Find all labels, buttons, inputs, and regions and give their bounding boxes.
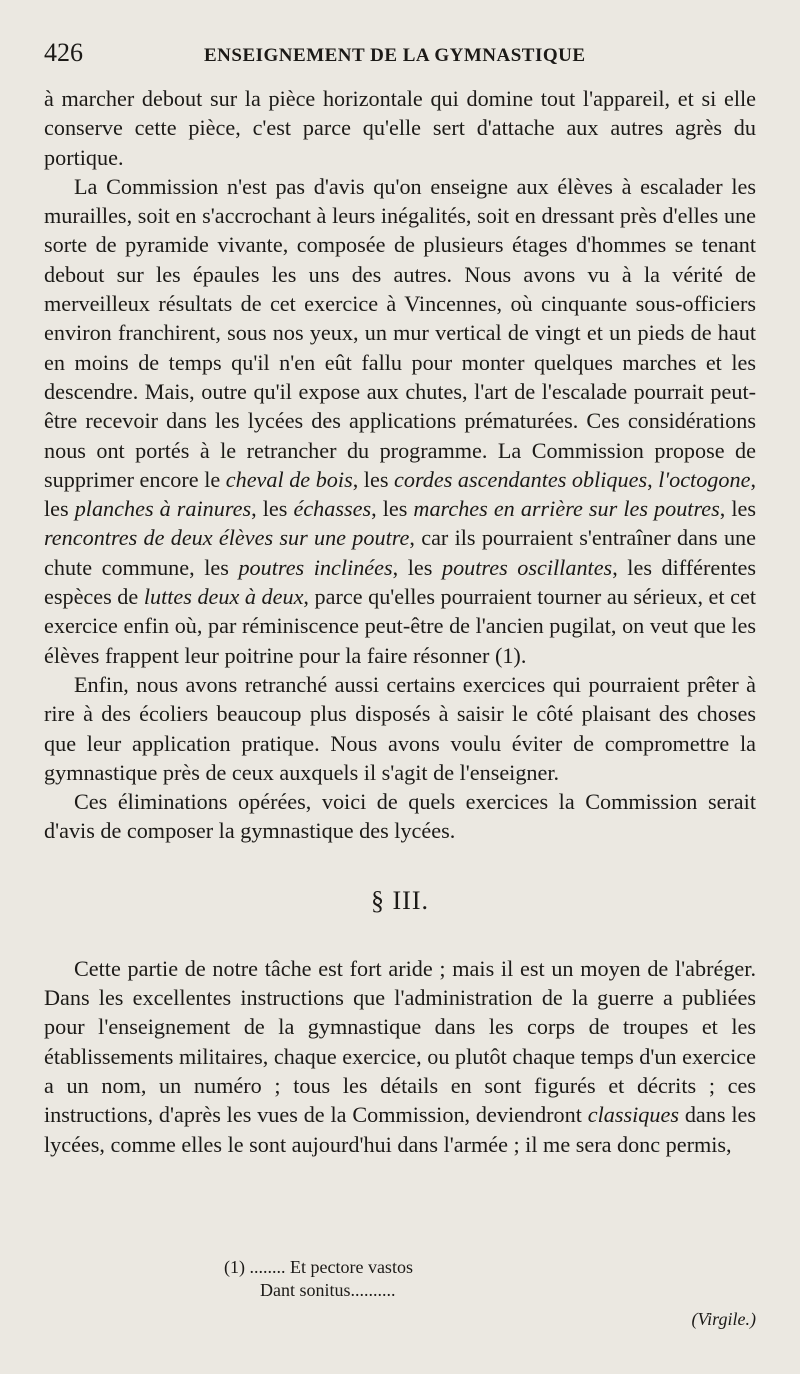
paragraph-2 — [44, 172, 756, 670]
paragraph-2-text: , les — [719, 496, 757, 522]
paragraph-3: Enfin, nous avons retranché aussi certains exercices qui pourraient prêter à rire à des écoliers beaucoup plus disposés à saisir le côté plaisant des choses que leur application pratique. Nous avons voulu éviter de compromettre la gymnastique près de ceux auxquels il s'agit de l'enseigner. — [44, 671, 756, 785]
paragraph-2-text: , car ils pourraient s'entraîner dans une chute commune, les — [44, 525, 756, 580]
footnote-attribution — [44, 1308, 756, 1331]
paragraph-2-text: , — [647, 466, 659, 492]
paragraph-5-text: Cette partie de notre tâche est fort aride ; mais il est un moyen de l'abréger. Dans les excellentes instructions que l'administration de la guerre a publiées pour l'enseignement de la gymnastique dans les corps de troupes et les établissements militaires, chaque exercice, ou plutôt chaque temps d'un exercice a un nom, un numéro ; tous les détails en sont figurés et décrits ; ces instructions, d'après les vues de la Commission, deviendront — [44, 955, 756, 1128]
paragraph-2-text: , les — [371, 496, 414, 522]
italic-term: marches en arrière sur les poutres — [413, 496, 720, 522]
body-text — [44, 84, 756, 1159]
footnote-attribution-text: (Virgile.) — [691, 1309, 756, 1329]
footnote-line-2: Dant sonitus.......... — [260, 1280, 396, 1300]
paragraph-2-text: , les — [392, 554, 442, 580]
footnote — [44, 1256, 756, 1331]
paragraph-2-text: , les — [44, 466, 756, 522]
paragraph-2-text: , parce qu'elles pourraient tourner au sérieux, et cet exercice enfin où, par réminiscence peut-être de l'ancien pugilat, on veut que les élèves frappent leur poitrine pour la faire résonner (1). — [44, 584, 756, 668]
italic-term: l'octogone — [658, 466, 751, 492]
italic-term: luttes deux à deux — [143, 584, 304, 610]
italic-term: planches à rainures — [74, 496, 252, 522]
italic-term: cordes ascendantes obliques — [394, 466, 648, 492]
footnote-line-1: (1) ........ Et pectore vastos — [224, 1257, 413, 1277]
italic-term: échasses — [293, 496, 372, 522]
italic-term: cheval de bois — [225, 466, 353, 492]
italic-term: rencontres de deux élèves sur une poutre — [44, 525, 410, 551]
paragraph-5-text: dans les lycées, comme elles le sont aujourd'hui dans l'armée ; il me sera donc permis, — [44, 1102, 756, 1157]
running-title: ENSEIGNEMENT DE LA GYMNASTIQUE — [204, 45, 586, 66]
italic-term: classiques — [587, 1102, 679, 1128]
page-number: 426 — [44, 38, 83, 67]
page-header — [44, 38, 756, 78]
paragraph-2-text: , les — [251, 496, 294, 522]
paragraph-4: Ces éliminations opérées, voici de quels exercices la Commission serait d'avis de composer la gymnastique des lycées. — [44, 789, 756, 844]
paragraph-2-text: La Commission n'est pas d'avis qu'on enseigne aux élèves à escalader les murailles, soit en s'accrochant à leurs inégalités, soit en dressant près d'elles une sorte de pyramide vivante, composée de plusieurs étages d'hommes se tenant debout sur les épaules les uns des autres. Nous avons vu à la vérité de merveilleux résultats de cet exercice à Vincennes, où cinquante sous-officiers environ franchirent, sous nos yeux, un mur vertical de vingt et un pieds de haut en moins de temps qu'il n'en eût fallu pour monter quelques marches et les descendre. Mais, outre qu'il expose aux chutes, l'art de l'escalade pourrait peut-être recevoir dans les lycées des applications prématurées. Ces considérations nous ont portés à le retrancher du programme. La Commission propose de supprimer encore le — [44, 173, 756, 492]
italic-term: poutres oscillantes — [441, 554, 613, 580]
italic-term: poutres inclinées — [238, 554, 393, 580]
paragraph-1: à marcher debout sur la pièce horizontale qui domine tout l'appareil, et si elle conserve cette pièce, c'est parce qu'elle sert d'attache aux autres agrès du portique. — [44, 86, 756, 170]
paragraph-2-text: , les — [352, 466, 395, 492]
section-heading: § III. — [371, 885, 429, 915]
paragraph-2-text: , les différentes espèces de — [44, 554, 756, 610]
paragraph-5 — [44, 954, 756, 1159]
